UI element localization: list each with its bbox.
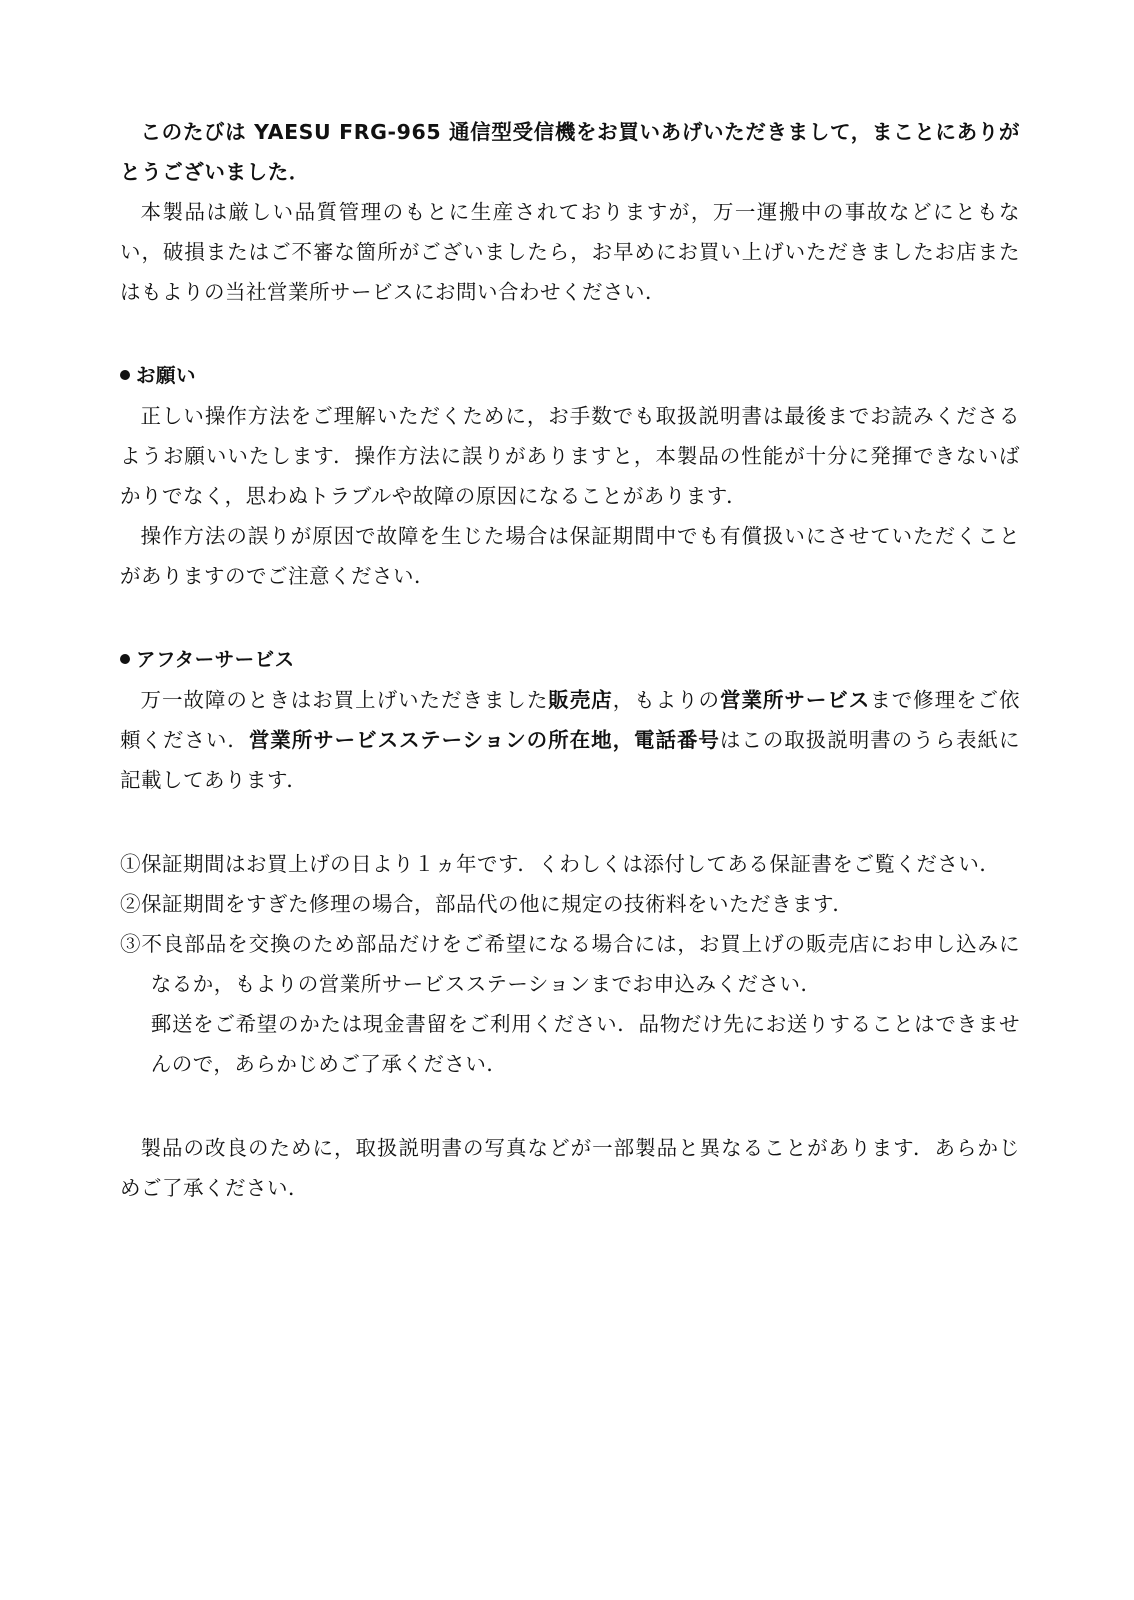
after-service-heading — [120, 640, 1020, 680]
text-span: ，もよりの — [612, 688, 720, 712]
request-paragraph-1: 正しい操作方法をご理解いただくために，お手数でも取扱説明書は最後までお読みくださるようお願いいたします．操作方法に誤りがありますと，本製品の性能が十分に発揮できないばかりでなく，思わぬトラブルや故障の原因になることがあります． — [120, 404, 1020, 508]
intro-quality-notice: 本製品は厳しい品質管理のもとに生産されておりますが，万一運搬中の事故などにともない，破損またはご不審な箇所がございましたら，お早めにお買い上げいただきましたお店またはもよりの当社営業所サービスにお問い合わせください． — [120, 200, 1020, 304]
text-span: ， — [612, 728, 635, 752]
request-heading — [120, 356, 1020, 396]
warranty-item-2: ②保証期間をすぎた修理の場合，部品代の他に規定の技術料をいただきます． — [120, 892, 854, 916]
request-heading-label: お願い — [136, 364, 197, 387]
warranty-item-3-note: 郵送をご希望のかたは現金書留をご利用ください．品物だけ先にお送りすることはできませんので，あらかじめご了承ください． — [150, 1012, 1020, 1076]
spacer — [120, 596, 1020, 640]
spacer — [120, 312, 1020, 356]
bold-phone-number: 電話番号 — [634, 728, 720, 752]
text-span: はこの取扱説明書のうら表紙に記載してあります． — [120, 728, 1020, 792]
spacer — [120, 1084, 1020, 1128]
intro-thanks: このたびは YAESU FRG-965 通信型受信機をお買いあげいただきまして，まことにありがとうございました． — [120, 120, 1020, 184]
request-paragraph-2: 操作方法の誤りが原因で故障を生じた場合は保証期間中でも有償扱いにさせていただくことがありますのでご注意ください． — [120, 524, 1020, 588]
spacer — [120, 800, 1020, 844]
warranty-item-3: ③不良部品を交換のため部品だけをご希望になる場合には，お買上げの販売店にお申し込みになるか，もよりの営業所サービスステーションまでお申込みください． — [120, 932, 1020, 996]
after-service-heading-label: アフターサービス — [136, 648, 295, 671]
bullet-icon — [120, 654, 130, 664]
manual-page — [120, 112, 1020, 1208]
after-service-paragraph — [120, 680, 1020, 800]
bold-station-location: 営業所サービスステーションの所在地 — [248, 728, 613, 752]
text-span: 万一故障のときはお買上げいただきました — [140, 688, 549, 712]
bold-office-service: 営業所サービス — [720, 688, 871, 712]
bullet-icon — [120, 370, 130, 380]
bold-dealer: 販売店 — [548, 688, 613, 712]
warranty-item-1: ①保証期間はお買上げの日より１ヵ年です．くわしくは添付してある保証書をご覧ください． — [120, 852, 1001, 876]
text-span: まで修理をご依頼ください． — [120, 688, 1021, 752]
footer-note: 製品の改良のために，取扱説明書の写真などが一部製品と異なることがあります．あらかじめご了承ください． — [120, 1136, 1020, 1200]
